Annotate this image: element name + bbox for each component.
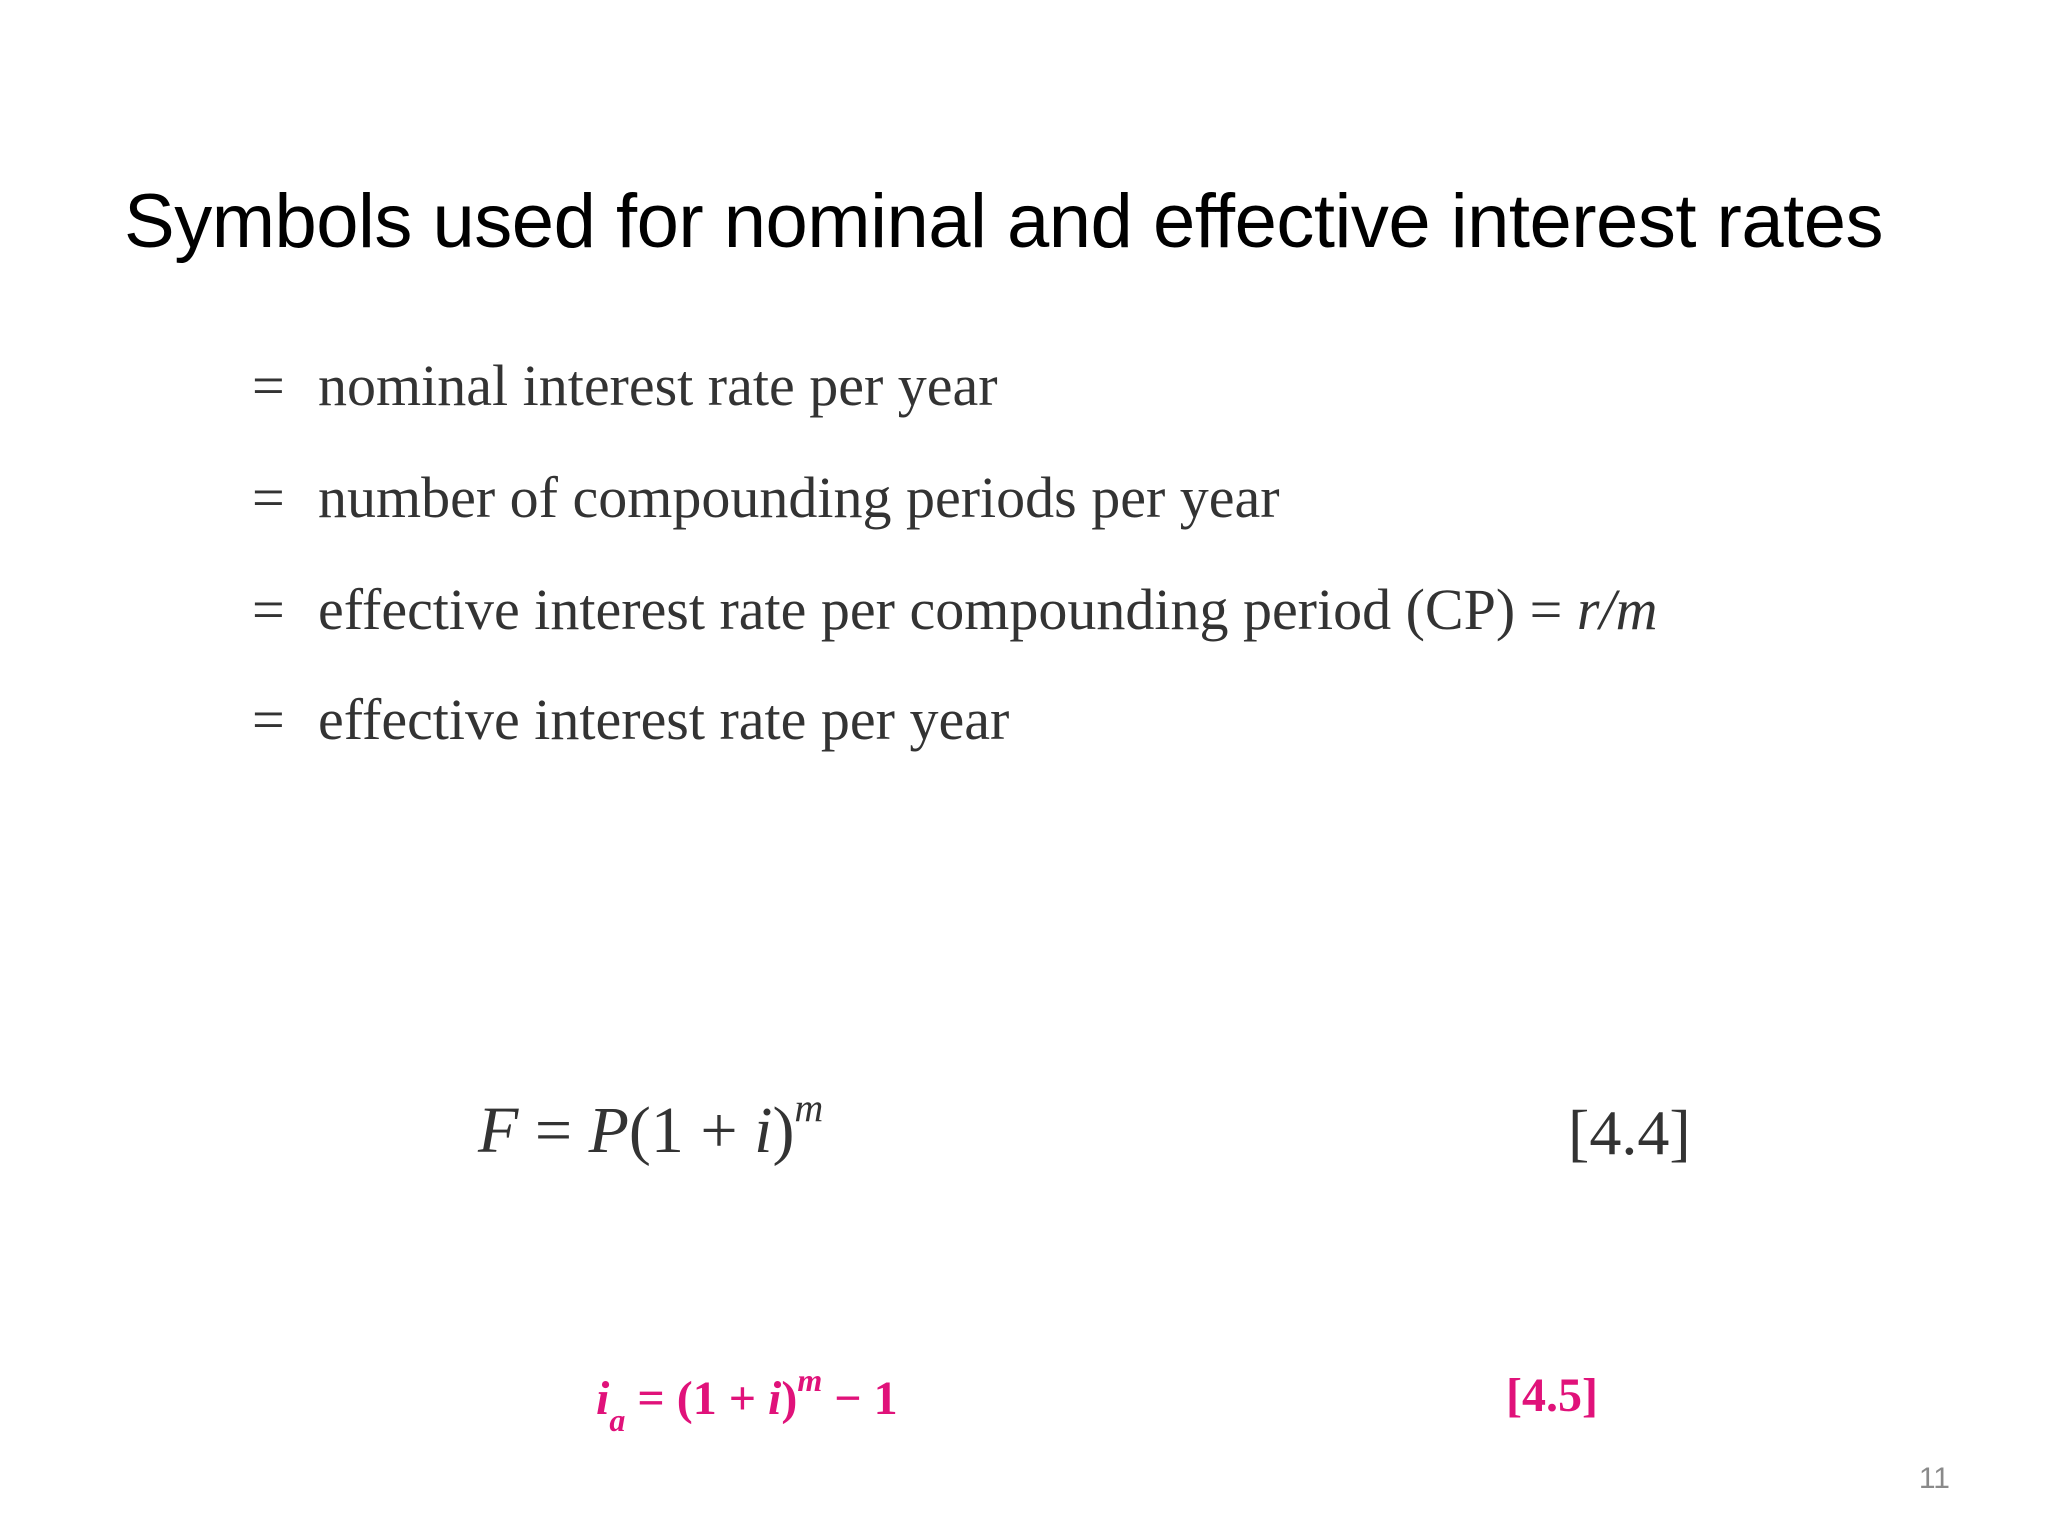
- equals-sign: =: [252, 577, 285, 642]
- equation-label-4-4: [4.4]: [1568, 1097, 1691, 1168]
- definition-text: nominal interest rate per year: [318, 353, 998, 418]
- slide-title: Symbols used for nominal and effective interest rates: [124, 179, 1884, 264]
- definition-suffix: r/m: [1576, 577, 1658, 642]
- equals-sign: =: [252, 465, 285, 530]
- equation-4-5: $i_a = (1 + i)^m - 1$: [596, 1362, 898, 1438]
- equation-label-4-5: [4.5]: [1506, 1369, 1598, 1422]
- equation-4-4: $F = P(1 + i)^m$: [478, 1085, 824, 1167]
- page-number: 11: [1918, 1462, 1950, 1495]
- definition-text: effective interest rate per compounding period (CP) = r/m: [318, 577, 1658, 642]
- definition-text: number of compounding periods per year: [318, 465, 1280, 530]
- equals-sign: =: [252, 353, 285, 418]
- definition-text: effective interest rate per year: [318, 687, 1010, 752]
- equals-sign: =: [252, 687, 285, 752]
